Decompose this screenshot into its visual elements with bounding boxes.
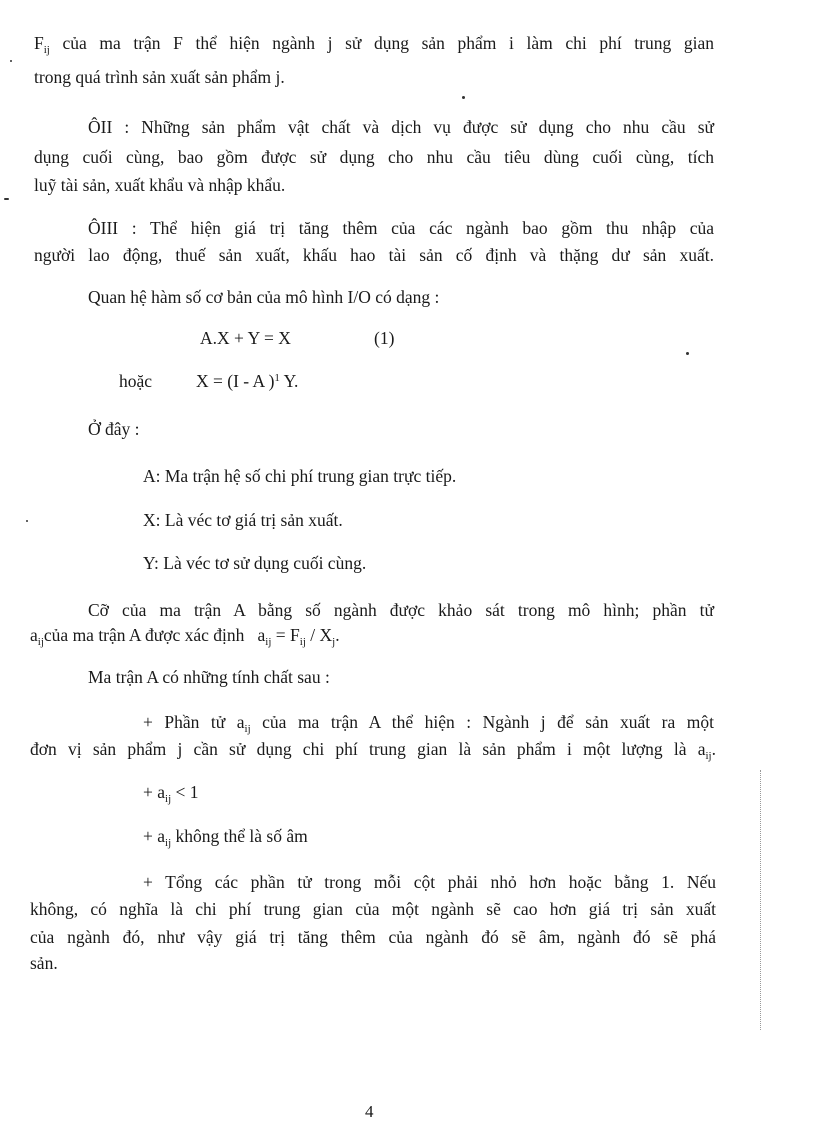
page-number: 4 bbox=[365, 1102, 374, 1121]
o2-line-2: dụng cuối cùng, bao gồm được sử dụng cho nhu cầu tiêu dùng cuối cùng, tích bbox=[34, 147, 714, 167]
or-word: hoặc bbox=[119, 371, 153, 391]
property-4-line-4: sản. bbox=[30, 953, 58, 973]
o2-line-3: luỹ tài sản, xuất khẩu và nhập khẩu. bbox=[34, 175, 286, 195]
equation-1-number: (1) bbox=[374, 328, 395, 348]
property-2: + $a_{ij} < 1$ bbox=[143, 782, 199, 805]
scan-speck bbox=[462, 96, 465, 99]
scan-speck bbox=[4, 198, 9, 200]
o3-line-2: người lao động, thuế sản xuất, khấu hao tài sản cố định và thặng dư sản xuất. bbox=[34, 245, 714, 265]
property-1-line-2: đơn vị sản phẩm j cần sử dụng chi phí trung gian là sản phẩm i một lượng là $a_{ij}$. bbox=[30, 739, 716, 762]
where-item-y: Y: Là véc tơ sử dụng cuối cùng. bbox=[143, 553, 367, 573]
scan-speck bbox=[10, 60, 12, 62]
where-item-a: A: Ma trận hệ số chi phí trung gian trực tiếp. bbox=[143, 466, 457, 486]
property-3: + $a_{ij}$ không thể là số âm bbox=[143, 826, 308, 849]
intro-line-1: $F_{ij}$ của ma trận F thể hiện ngành j sử dụng sản phẩm i làm chi phí trung gian bbox=[34, 33, 714, 56]
size-line-1: Cỡ của ma trận A bằng số ngành được khảo sát trong mô hình; phần tử bbox=[88, 600, 714, 620]
equation-2: X = (I - A )$^1$ Y. bbox=[196, 371, 299, 391]
property-4-line-1: + Tổng các phần tử trong mỗi cột phải nhỏ hơn hoặc bằng 1. Nếu bbox=[143, 872, 716, 892]
property-4-line-2: không, có nghĩa là chi phí trung gian của một ngành sẽ cao hơn giá trị sản xuất bbox=[30, 899, 716, 919]
intro-line-2: trong quá trình sản xuất sản phẩm j. bbox=[34, 67, 285, 87]
equation-1: A.X + Y = X bbox=[200, 328, 291, 348]
scan-speck bbox=[26, 520, 28, 522]
where-item-x: X: Là véc tơ giá trị sản xuất. bbox=[143, 510, 343, 530]
property-4-line-3: của ngành đó, như vậy giá trị tăng thêm của ngành đó sẽ âm, ngành đó sẽ phá bbox=[30, 927, 716, 947]
properties-intro: Ma trận A có những tính chất sau : bbox=[88, 667, 330, 687]
model-intro: Quan hệ hàm số cơ bản của mô hình I/O có dạng : bbox=[88, 287, 440, 307]
property-1-line-1: + Phần tử $a_{ij}$ của ma trận A thể hiện : Ngành j để sản xuất ra một bbox=[143, 712, 715, 735]
size-line-2: $a_{ij}của$ ma trận A được xác định $a_{ij} = F_{ij} / X_j$. bbox=[30, 625, 340, 648]
scan-dotted-line bbox=[760, 770, 761, 1030]
o2-line-1: ÔII : Những sản phẩm vật chất và dịch vụ được sử dụng cho nhu cầu sử bbox=[88, 117, 714, 137]
scan-speck bbox=[686, 352, 689, 355]
where-heading: Ở đây : bbox=[88, 419, 140, 439]
o3-line-1: ÔIII : Thể hiện giá trị tăng thêm của các ngành bao gồm thu nhập của bbox=[88, 218, 714, 238]
